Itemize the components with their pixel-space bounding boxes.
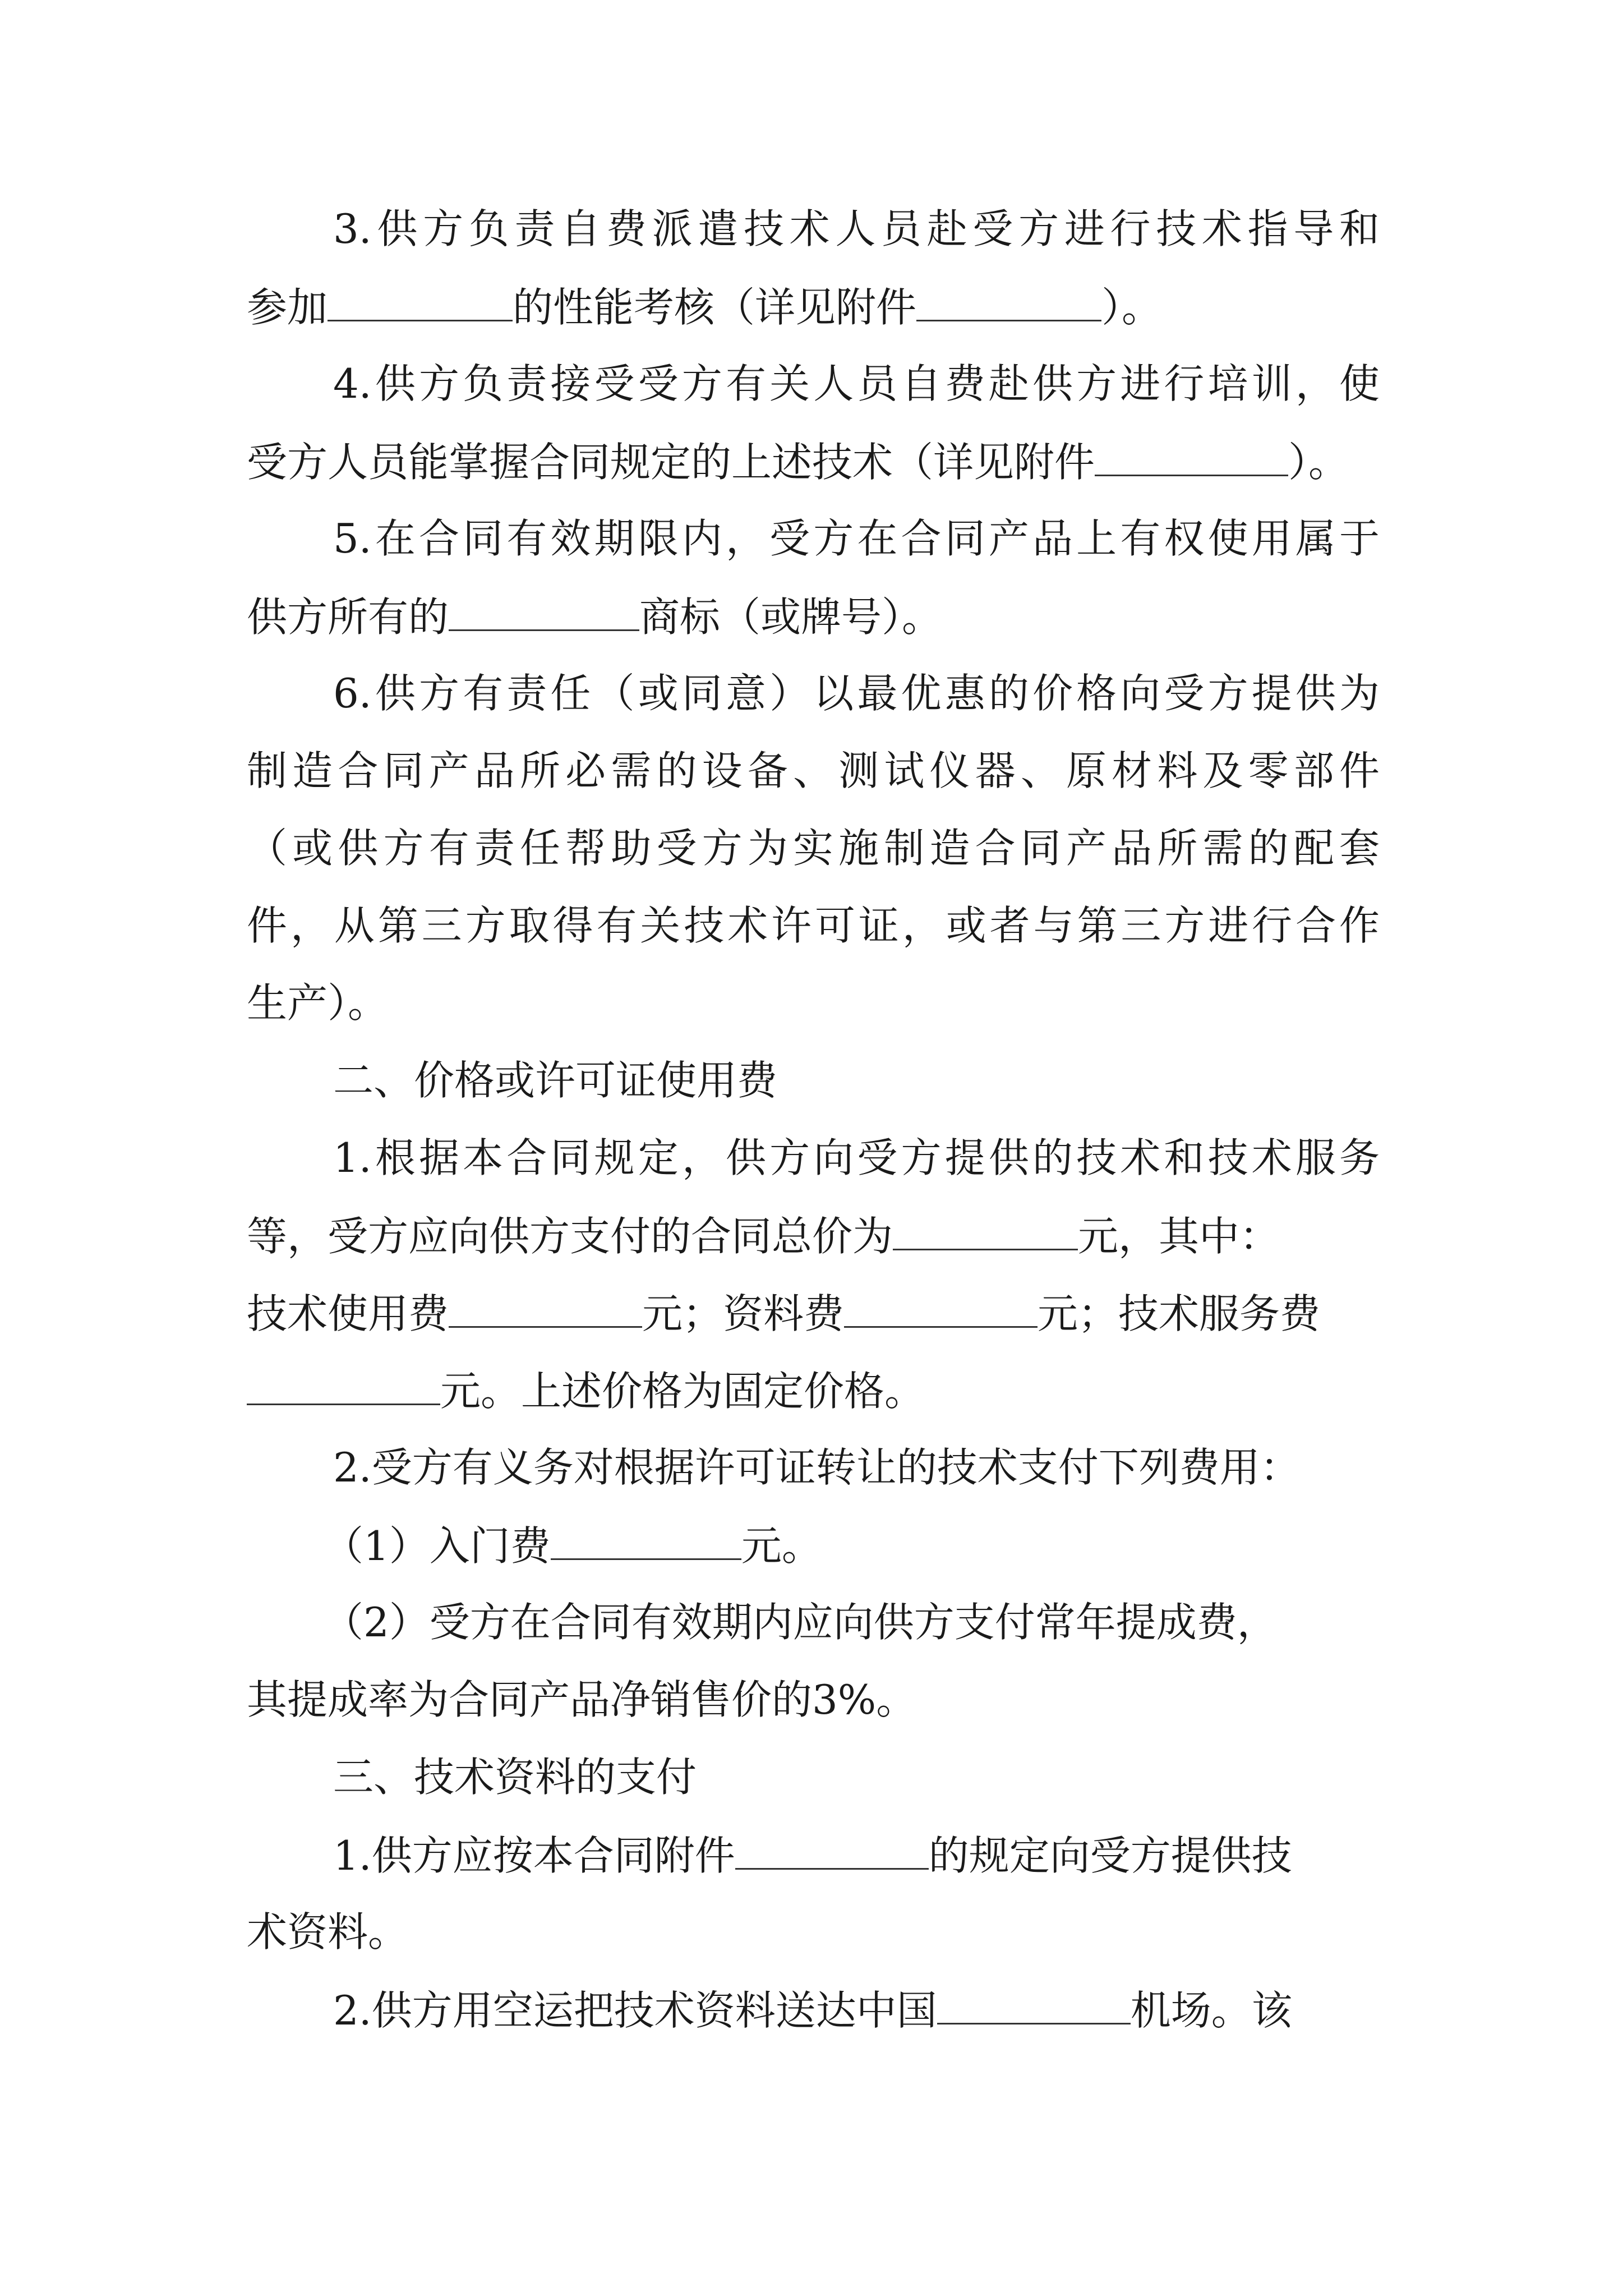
text: 制造合同产品所必需的设备、测试仪器、原材料及零部件 [247, 747, 1380, 794]
text: 2.供方用空运把技术资料送达中国 [333, 1987, 937, 2034]
s3-item-1-line-1 [247, 1832, 1380, 1879]
text: 件，从第三方取得有关技术许可证，或者与第三方进行合作 [247, 902, 1380, 949]
blank-field [551, 1525, 741, 1560]
text: 元；资料费 [642, 1290, 845, 1337]
text: ）。 [1101, 284, 1163, 331]
text: 1.根据本合同规定，供方向受方提供的技术和技术服务 [333, 1134, 1380, 1181]
clause-5-line-2 [247, 593, 1380, 641]
text: 其提成率为合同产品净销售价的3%。 [247, 1676, 917, 1723]
text: 元。上述价格为固定价格。 [440, 1368, 925, 1415]
clause-4-line-2 [247, 439, 1380, 486]
blank-field [893, 1215, 1078, 1250]
section-2-heading [247, 1057, 1380, 1104]
clause-5-line-1 [247, 515, 1380, 562]
clause-3-line-1 [247, 205, 1380, 252]
text: （或供方有责任帮助受方为实施制造合同产品所需的配套 [247, 825, 1380, 872]
s3-item-1-line-2 [247, 1908, 1380, 1955]
s2-item-1-line-2 [247, 1213, 1380, 1260]
blank-field [449, 1292, 642, 1328]
text: 商标（或牌号）。 [639, 593, 943, 641]
text: ）。 [1288, 439, 1349, 486]
text: （2）受方在合同有效期内应向供方支付常年提成费， [323, 1599, 1278, 1646]
clause-4-line-1 [247, 360, 1380, 407]
s3-item-2-line-1 [247, 1987, 1380, 2034]
text: 受方人员能掌握合同规定的上述技术（详见附件 [247, 439, 1095, 486]
clause-3-line-2 [247, 284, 1380, 331]
s2-item-1-line-3 [247, 1290, 1380, 1337]
clause-6-line-5 [247, 979, 1380, 1027]
text: 2.受方有义务对根据许可证转让的技术支付下列费用： [333, 1444, 1301, 1491]
s2-item-1-line-1 [247, 1134, 1380, 1181]
document-page [247, 205, 1380, 2067]
blank-field [247, 1370, 440, 1405]
blank-field [916, 286, 1101, 321]
text: 6.供方有责任（或同意）以最优惠的价格向受方提供为 [333, 670, 1380, 717]
text: （1）入门费 [323, 1522, 551, 1570]
text: 3.供方负责自费派遣技术人员赴受方进行技术指导和 [333, 205, 1380, 252]
clause-6-line-4 [247, 902, 1380, 949]
clause-6-line-3 [247, 825, 1380, 872]
blank-field [449, 596, 639, 631]
text: 生产）。 [247, 979, 389, 1027]
text: 1.供方应按本合同附件 [333, 1832, 735, 1879]
blank-field [328, 286, 513, 321]
text: 的性能考核（详见附件 [513, 284, 917, 331]
text: 等，受方应向供方支付的合同总价为 [247, 1213, 893, 1260]
s2-item-1-line-4 [247, 1368, 1380, 1415]
text: 4.供方负责接受受方有关人员自费赴供方进行培训，使 [333, 360, 1380, 407]
blank-field [937, 1989, 1131, 2024]
blank-field [1095, 441, 1288, 476]
text: 的规定向受方提供技 [928, 1832, 1292, 1879]
text: 5.在合同有效期限内，受方在合同产品上有权使用属于 [333, 515, 1380, 562]
s2-item-2-sub-2-line-1 [247, 1599, 1380, 1646]
s2-item-2-sub-1 [247, 1522, 1380, 1570]
s2-item-2-sub-2-line-2 [247, 1676, 1380, 1723]
section-title: 二、价格或许可证使用费 [333, 1057, 778, 1104]
text: 供方所有的 [247, 593, 449, 641]
text: 术资料。 [247, 1908, 409, 1955]
text: 元；技术服务费 [1038, 1290, 1321, 1337]
text: 技术使用费 [247, 1290, 449, 1337]
section-title: 三、技术资料的支付 [333, 1754, 697, 1801]
clause-6-line-1 [247, 670, 1380, 717]
section-3-heading [247, 1754, 1380, 1801]
clause-6-line-2 [247, 747, 1380, 794]
blank-field [735, 1834, 929, 1870]
text: 元，其中： [1078, 1213, 1280, 1260]
blank-field [844, 1292, 1038, 1328]
text: 元。 [741, 1522, 822, 1570]
text: 参加 [247, 284, 328, 331]
s2-item-2-line-1 [247, 1444, 1380, 1491]
text: 机场。该 [1130, 1987, 1292, 2034]
